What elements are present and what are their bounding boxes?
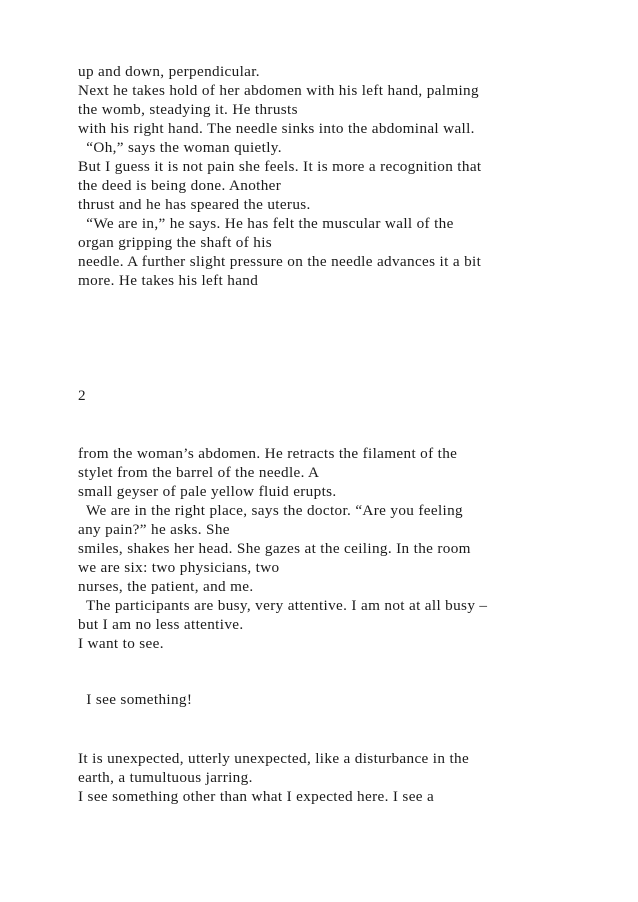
text-line: we are six: two physicians, two [78,559,280,576]
text-line: with his right hand. The needle sinks into the abdominal wall. [78,120,475,137]
text-line: “We are in,” he says. He has felt the muscular wall of the [78,215,454,232]
text-line: I see something other than what I expected here. I see a [78,788,435,805]
text-line: more. He takes his left hand [78,272,259,289]
text-line: the deed is being done. Another [78,177,282,194]
text-line: It is unexpected, utterly unexpected, like a disturbance in the [78,750,470,767]
text-line: stylet from the barrel of the needle. A [78,464,320,481]
text-line: thrust and he has speared the uterus. [78,196,311,213]
text-line: But I guess it is not pain she feels. It is more a recognition that [78,158,482,175]
text-line: small geyser of pale yellow fluid erupts. [78,483,337,500]
text-line: from the woman’s abdomen. He retracts the filament of the [78,445,458,462]
text-line: I see something! [78,691,193,708]
text-line: nurses, the patient, and me. [78,578,254,595]
text-line: organ gripping the shaft of his [78,234,273,251]
text-line: “Oh,” says the woman quietly. [78,139,282,156]
page-number: 2 [78,387,86,404]
text-line: any pain?” he asks. She [78,521,230,538]
text-line: I want to see. [78,635,164,652]
text-line: earth, a tumultuous jarring. [78,769,253,786]
text-line: the womb, steadying it. He thrusts [78,101,298,118]
text-line: up and down, perpendicular. [78,63,260,80]
text-line: We are in the right place, says the doctor. “Are you feeling [78,502,463,519]
text-line: Next he takes hold of her abdomen with his left hand, palming [78,82,479,99]
text-line: needle. A further slight pressure on the needle advances it a bit [78,253,482,270]
text-line: smiles, shakes her head. She gazes at the ceiling. In the room [78,540,471,557]
text-line: The participants are busy, very attentive. I am not at all busy – [78,597,488,614]
text-line: but I am no less attentive. [78,616,244,633]
